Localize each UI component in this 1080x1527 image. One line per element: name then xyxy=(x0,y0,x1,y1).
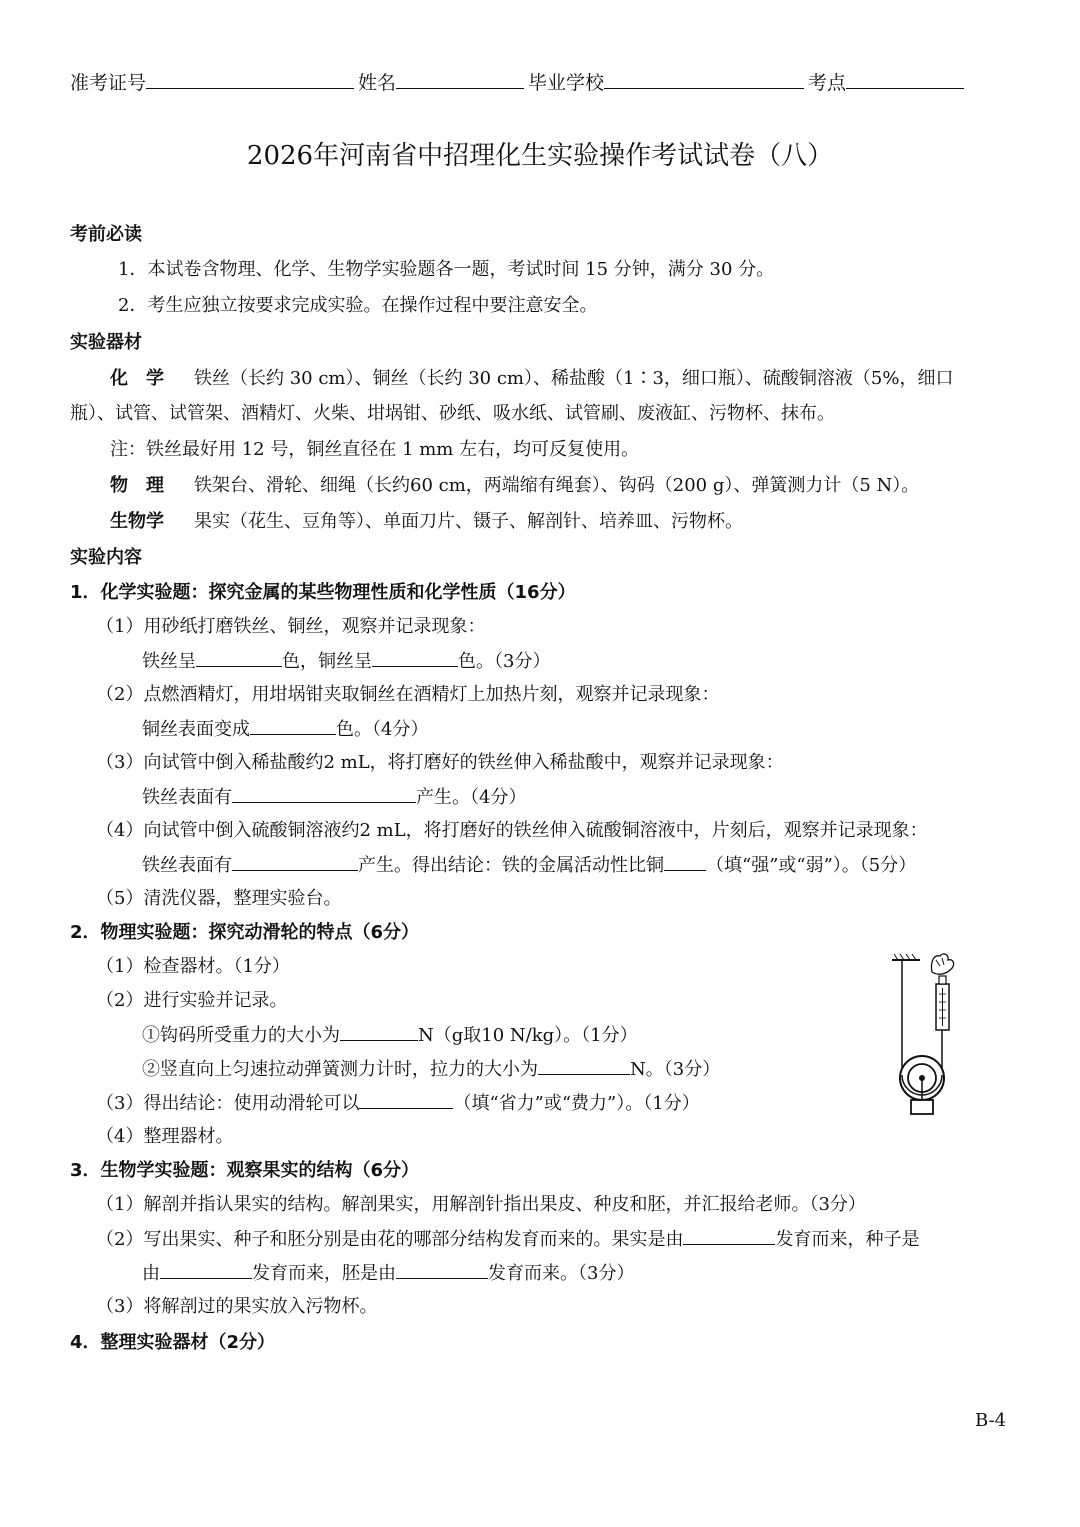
q3-step-3: （3）将解剖过的果实放入污物杯。 xyxy=(96,1296,378,1317)
blank-exam-id[interactable] xyxy=(146,66,354,89)
q3-step-2 xyxy=(96,1226,919,1253)
q1-step-1-answer xyxy=(142,648,550,675)
blank-seed-origin[interactable] xyxy=(160,1260,252,1279)
q1-s2-text-a: 铜丝表面变成 xyxy=(142,719,250,740)
blank-site[interactable] xyxy=(846,66,964,89)
blank-copper-surface-color[interactable] xyxy=(250,716,336,735)
q2-s2b-text-a: ②竖直向上匀速拉动弹簧测力计时，拉力的大小为 xyxy=(142,1059,538,1080)
q3-s2c-text-b: 发育而来，胚是由 xyxy=(252,1263,396,1284)
q3-step-1: （1）解剖并指认果实的结构。解剖果实，用解剖针指出果皮、种皮和胚，并汇报给老师。（3分） xyxy=(96,1194,866,1215)
page-number: B-4 xyxy=(975,1410,1007,1431)
q2-step-2b xyxy=(142,1056,720,1083)
q1-step-4: （4）向试管中倒入硫酸铜溶液约2 mL，将打磨好的铁丝伸入硫酸铜溶液中，片刻后，观察并记录现象： xyxy=(96,820,928,841)
q1-s3-text-a: 铁丝表面有 xyxy=(142,787,232,808)
q2-s3-text-b: （填“省力”或“费力”）。（1分） xyxy=(453,1093,700,1114)
q1-title: 1．化学实验题：探究金属的某些物理性质和化学性质（16分） xyxy=(70,582,576,603)
chemistry-text-1: 铁丝（长约 30 cm）、铜丝（长约 30 cm）、稀盐酸（1∶3，细口瓶）、硫酸铜溶液（5%，细口 xyxy=(194,368,954,389)
chemistry-label: 化 学 xyxy=(110,368,164,389)
blank-name[interactable] xyxy=(396,66,524,89)
q3-s2c-text-a: 由 xyxy=(142,1263,160,1284)
notice-item-1: 1．本试卷含物理、化学、生物学实验题各一题，考试时间 15 分钟，满分 30 分。 xyxy=(118,259,775,280)
q2-step-2: （2）进行实验并记录。 xyxy=(96,990,288,1011)
label-exam-id: 准考证号 xyxy=(70,72,147,94)
biology-text: 果实（花生、豆角等）、单面刀片、镊子、解剖针、培养皿、污物杯。 xyxy=(194,511,743,532)
physics-text: 铁架台、滑轮、细绳（长约60 cm，两端缩有绳套）、钩码（200 g）、弹簧测力计（5 N）。 xyxy=(194,475,920,496)
q2-step-3 xyxy=(96,1090,700,1117)
q1-step-5: （5）清洗仪器，整理实验台。 xyxy=(96,888,342,909)
label-school: 毕业学校 xyxy=(528,72,605,94)
q1-s1-text-a: 铁丝呈 xyxy=(142,651,196,672)
physics-label: 物 理 xyxy=(110,475,164,496)
blank-fruit-origin[interactable] xyxy=(683,1226,775,1245)
blank-iron-hcl-observation[interactable] xyxy=(232,784,416,803)
q1-s3-text-b: 产生。（4分） xyxy=(416,787,527,808)
notice-heading: 考前必读 xyxy=(70,224,142,245)
label-site: 考点 xyxy=(808,72,847,94)
blank-iron-cuso4-observation[interactable] xyxy=(232,852,358,871)
q1-step-2-answer xyxy=(142,716,428,743)
q1-step-1: （1）用砂纸打磨铁丝、铜丝，观察并记录现象： xyxy=(96,616,486,637)
equipment-physics xyxy=(110,473,919,499)
q1-s4-text-c: （填“强”或“弱”）。（5分） xyxy=(706,855,917,876)
q3-s2c-text-c: 发育而来。（3分） xyxy=(488,1263,635,1284)
q1-s1-text-b: 色，铜丝呈 xyxy=(282,651,372,672)
blank-school[interactable] xyxy=(604,66,804,89)
q1-step-4-answer xyxy=(142,852,916,879)
q2-step-4: （4）整理器材。 xyxy=(96,1126,234,1147)
biology-label: 生物学 xyxy=(110,511,164,532)
blank-pulley-conclusion[interactable] xyxy=(359,1090,453,1109)
equipment-biology xyxy=(110,509,743,535)
equipment-note: 注：铁丝最好用 12 号，铜丝直径在 1 mm 左右，均可反复使用。 xyxy=(110,439,640,460)
q2-title: 2．物理实验题：探究动滑轮的特点（6分） xyxy=(70,922,420,943)
chemistry-text-2: 瓶）、试管、试管架、酒精灯、火柴、坩埚钳、砂纸、吸水纸、试管刷、废液缸、污物杯、抹布。 xyxy=(70,403,835,424)
equipment-chemistry xyxy=(110,366,953,392)
q3-title: 3．生物学实验题：观察果实的结构（6分） xyxy=(70,1160,420,1181)
blank-embryo-origin[interactable] xyxy=(396,1260,488,1279)
q4-title: 4．整理实验器材（2分） xyxy=(70,1332,276,1353)
q1-s4-text-b: 产生。得出结论：铁的金属活动性比铜 xyxy=(358,855,664,876)
blank-weight-force[interactable] xyxy=(340,1022,418,1041)
q1-s2-text-b: 色。（4分） xyxy=(336,719,429,740)
label-name: 姓名 xyxy=(358,72,397,94)
q3-s2-text-a: （2）写出果实、种子和胚分别是由花的哪部分结构发育而来的。果实是由 xyxy=(96,1229,684,1250)
q2-s2a-text-b: N（g取10 N/kg）。（1分） xyxy=(418,1025,638,1046)
q2-step-2a xyxy=(142,1022,638,1049)
q2-s2b-text-b: N。（3分） xyxy=(630,1059,721,1080)
blank-iron-color[interactable] xyxy=(196,648,282,667)
q1-s1-text-c: 色。（3分） xyxy=(458,651,551,672)
q2-step-1: （1）检查器材。（1分） xyxy=(96,956,290,977)
equipment-heading: 实验器材 xyxy=(70,332,142,353)
candidate-info-header xyxy=(70,66,1010,98)
movable-pulley-diagram xyxy=(880,950,980,1120)
blank-pull-force[interactable] xyxy=(538,1056,630,1075)
q1-step-2: （2）点燃酒精灯，用坩埚钳夹取铜丝在酒精灯上加热片刻，观察并记录现象： xyxy=(96,684,720,705)
q2-s2a-text-a: ①钩码所受重力的大小为 xyxy=(142,1025,340,1046)
q1-step-3: （3）向试管中倒入稀盐酸约2 mL，将打磨好的铁丝伸入稀盐酸中，观察并记录现象： xyxy=(96,752,784,773)
q2-s3-text-a: （3）得出结论：使用动滑轮可以 xyxy=(96,1093,360,1114)
q3-s2-text-b: 发育而来，种子是 xyxy=(775,1229,920,1250)
q1-s4-text-a: 铁丝表面有 xyxy=(142,855,232,876)
blank-copper-color[interactable] xyxy=(372,648,458,667)
content-heading: 实验内容 xyxy=(70,547,142,568)
notice-item-2: 2．考生应独立按要求完成实验。在操作过程中要注意安全。 xyxy=(118,295,598,316)
page-title: 2026年河南省中招理化生实验操作考试试卷（八） xyxy=(246,141,834,171)
blank-activity-comparison[interactable] xyxy=(664,852,706,871)
q3-step-2-continued xyxy=(142,1260,634,1287)
q1-step-3-answer xyxy=(142,784,526,811)
